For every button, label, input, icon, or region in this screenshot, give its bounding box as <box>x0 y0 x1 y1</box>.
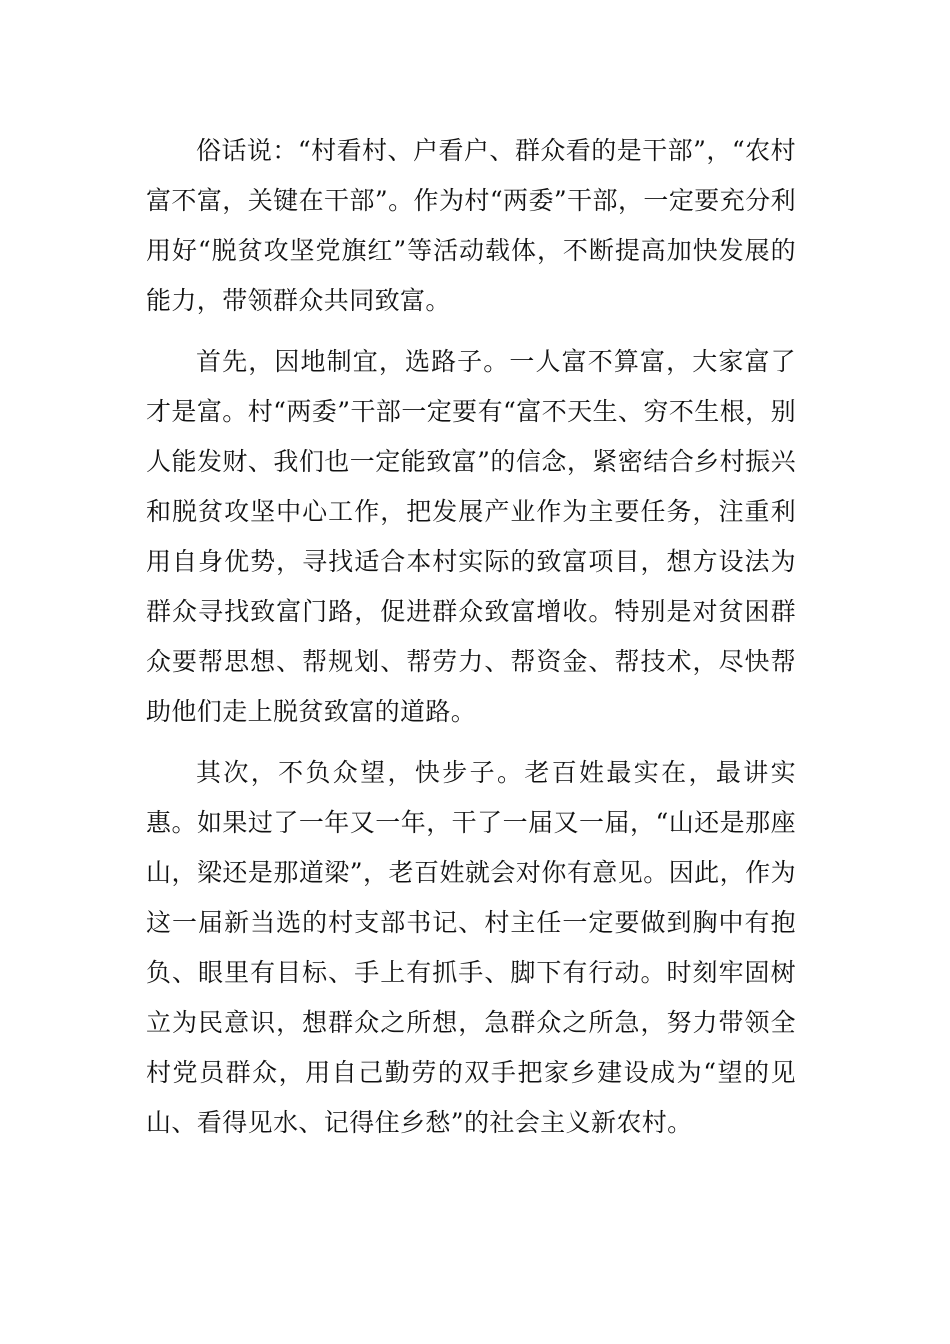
paragraph-first-point: 首先，因地制宜，选路子。一人富不算富，大家富了才是富。村“两委”干部一定要有“富不天生、穷不生根，别人能发财、我们也一定能致富”的信念，紧密结合乡村振兴和脱贫攻坚中心工作，把发展产业作为主要任务，注重利用自身优势，寻找适合本村实际的致富项目，想方设法为群众寻找致富门路，促进群众致富增收。特别是对贫困群众要帮思想、帮规划、帮劳力、帮资金、帮技术，尽快帮助他们走上脱贫致富的道路。 <box>146 347 796 726</box>
paragraph-intro: 俗话说：“村看村、户看户、群众看的是干部”，“农村富不富，关键在干部”。作为村“两委”干部，一定要充分利用好“脱贫攻坚党旗红”等活动载体，不断提高加快发展的能力，带领群众共同致富。 <box>146 136 796 315</box>
document-body <box>146 126 796 1148</box>
paragraph-second-point: 其次，不负众望，快步子。老百姓最实在，最讲实惠。如果过了一年又一年，干了一届又一届，“山还是那座山，梁还是那道梁”，老百姓就会对你有意见。因此，作为这一届新当选的村支部书记、村主任一定要做到胸中有抱负、眼里有目标、手上有抓手、脚下有行动。时刻牢固树立为民意识，想群众之所想，急群众之所急，努力带领全村党员群众，用自己勤劳的双手把家乡建设成为“望的见山、看得见水、记得住乡愁”的社会主义新农村。 <box>146 758 796 1137</box>
